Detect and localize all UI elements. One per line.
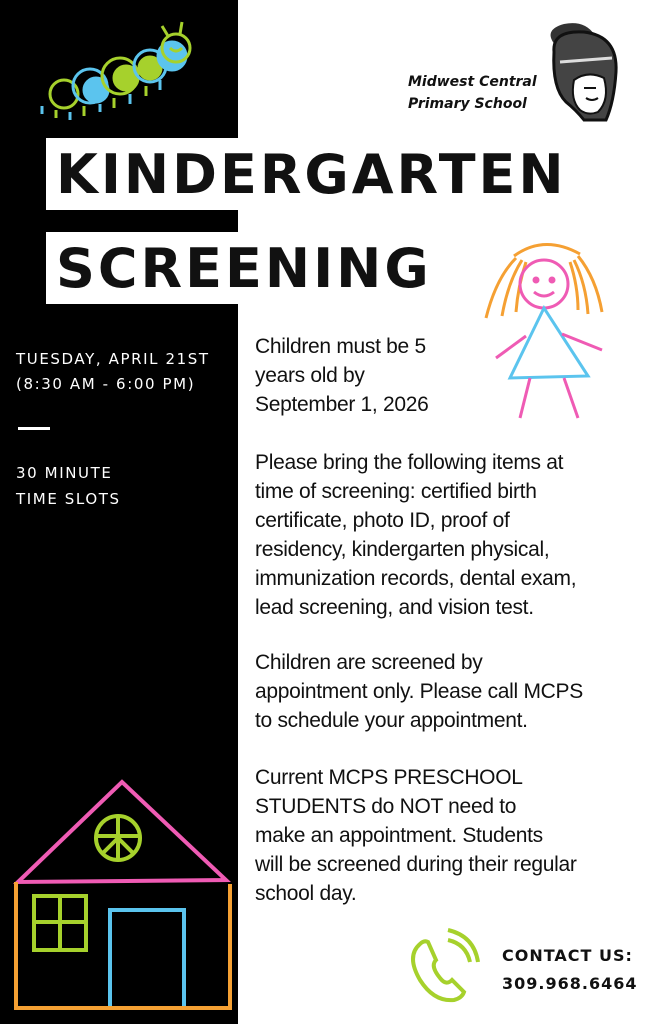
items-to-bring: Please bring the following items at time of screening: certified birth certificate, photo ID, proof of residency, kindergarten physical, immunization records, dental exam, lead screening, and vision test. bbox=[255, 451, 577, 619]
preschool-note: Current MCPS PRESCHOOL STUDENTS do NOT need to make an appointment. Students will be screened during their regular school day. bbox=[255, 766, 577, 905]
contact-label: CONTACT US: bbox=[502, 946, 633, 965]
slots-line2: TIME SLOTS bbox=[16, 490, 121, 508]
school-name-line2: Primary School bbox=[408, 96, 527, 112]
caterpillar-doodle-icon bbox=[22, 8, 202, 128]
age-requirement: Children must be 5 years old by September 1, 2026 bbox=[255, 335, 429, 416]
appointment-info: Children are screened by appointment only. Please call MCPS to schedule your appointment. bbox=[255, 651, 583, 732]
house-doodle-icon bbox=[10, 774, 238, 1014]
title-line2: SCREENING bbox=[46, 232, 442, 304]
title-line1: KINDERGARTEN bbox=[46, 138, 586, 210]
contact-phone[interactable]: 309.968.6464 bbox=[502, 974, 638, 993]
phone-icon bbox=[404, 928, 482, 1008]
school-name-line1: Midwest Central bbox=[408, 74, 537, 90]
event-time: (8:30 AM - 6:00 PM) bbox=[16, 375, 196, 393]
divider bbox=[18, 427, 50, 430]
event-date: TUESDAY, APRIL 21ST bbox=[16, 350, 210, 368]
slots-line1: 30 MINUTE bbox=[16, 464, 113, 482]
knight-helmet-icon bbox=[536, 18, 626, 128]
